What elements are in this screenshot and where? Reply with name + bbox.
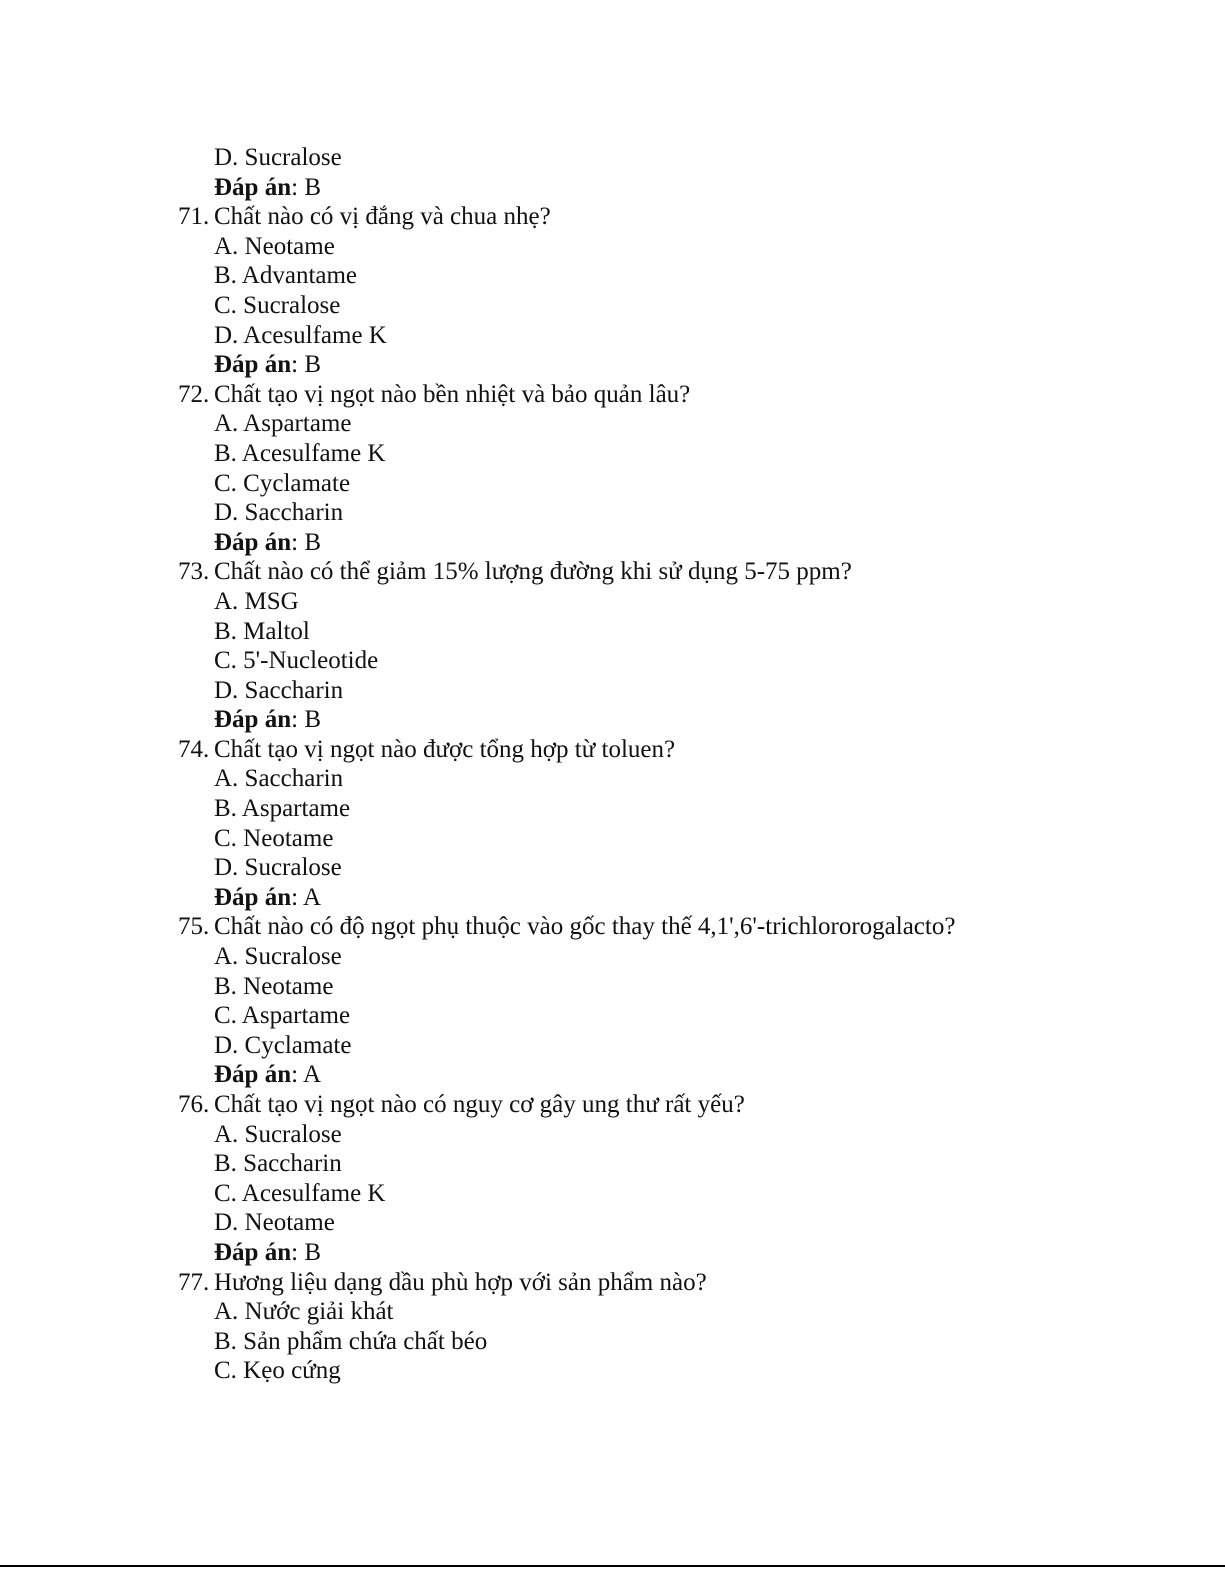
answer-label: Đáp án <box>214 1061 292 1089</box>
question-73 <box>178 557 1178 587</box>
question-number: 73. <box>178 558 210 586</box>
answer-label: Đáp án <box>214 1238 292 1266</box>
option-b: B. Aspartame <box>214 795 351 823</box>
answer-label: Đáp án <box>214 351 292 379</box>
question-text: Chất nào có thể giảm 15% lượng đường khi sử dụng 5-75 ppm? <box>214 558 852 586</box>
answer-label: Đáp án <box>214 528 292 556</box>
option-a: A. Nước giải khát <box>214 1298 394 1326</box>
question-text: Chất tạo vị ngọt nào bền nhiệt và bảo quản lâu? <box>214 380 691 408</box>
option-b: B. Sản phẩm chứa chất béo <box>214 1327 488 1355</box>
answer-label: Đáp án <box>214 883 292 911</box>
option-d: D. Acesulfame K <box>214 321 387 349</box>
option-d: D. Saccharin <box>214 676 344 704</box>
option-d: D. Saccharin <box>214 499 344 527</box>
answer-line <box>178 1060 1178 1090</box>
option-c: C. 5'-Nucleotide <box>214 647 379 675</box>
question-75 <box>178 912 1178 942</box>
question-number: 76. <box>178 1091 210 1118</box>
question-71 <box>178 202 1178 232</box>
option-d: D. Neotame <box>214 1209 335 1237</box>
answer-label: Đáp án <box>214 706 292 734</box>
option-a: A. Saccharin <box>214 765 344 793</box>
answer-value: : B <box>291 351 321 379</box>
leading-option-d: D. Sucralose <box>214 144 342 171</box>
option-b: B. Advantame <box>214 262 358 290</box>
question-text: Chất tạo vị ngọt nào được tổng hợp từ toluen? <box>214 735 676 763</box>
question-number: 74. <box>178 735 210 763</box>
option-c: C. Sucralose <box>214 291 341 319</box>
option-c: C. Cyclamate <box>214 469 351 497</box>
answer-value: : B <box>291 528 321 556</box>
option-c: C. Kẹo cứng <box>214 1357 341 1385</box>
question-number: 77. <box>178 1268 210 1296</box>
option-c: C. Neotame <box>214 824 334 852</box>
option-d: D. Cyclamate <box>214 1031 352 1059</box>
answer-line <box>178 1238 1178 1268</box>
question-text: Chất tạo vị ngọt nào có nguy cơ gây ung thư rất yếu? <box>214 1091 745 1118</box>
question-number: 72. <box>178 380 210 408</box>
question-76 <box>178 1090 1178 1120</box>
question-74 <box>178 735 1178 765</box>
option-b: B. Maltol <box>214 617 310 645</box>
question-text: Chất nào có độ ngọt phụ thuộc vào gốc thay thế 4,1',6'-trichlororogalacto? <box>214 913 956 941</box>
option-b: B. Saccharin <box>214 1150 342 1178</box>
answer-value: : B <box>291 1238 321 1266</box>
leading-answer <box>178 173 1178 203</box>
option-a: A. Aspartame <box>214 410 352 438</box>
option-b: B. Neotame <box>214 972 334 1000</box>
option-a: A. Neotame <box>214 232 335 260</box>
option-c: C. Aspartame <box>214 1002 351 1030</box>
option-d: D. Sucralose <box>214 854 342 882</box>
answer-line <box>178 705 1178 735</box>
answer-line <box>178 350 1178 380</box>
answer-value: : B <box>291 173 321 201</box>
question-number: 75. <box>178 913 210 941</box>
question-72 <box>178 380 1178 410</box>
option-a: A. Sucralose <box>214 943 342 971</box>
page-bottom-border <box>0 1565 1225 1567</box>
answer-value: : A <box>291 883 321 911</box>
answer-value: : B <box>291 706 321 734</box>
option-b: B. Acesulfame K <box>214 439 386 467</box>
option-c: C. Acesulfame K <box>214 1179 386 1207</box>
question-77 <box>178 1268 1178 1298</box>
option-a: A. MSG <box>214 587 299 615</box>
answer-line <box>178 883 1178 913</box>
answer-line <box>178 528 1178 558</box>
question-text: Chất nào có vị đắng và chua nhẹ? <box>214 203 551 231</box>
question-text: Hương liệu dạng dầu phù hợp với sản phẩm nào? <box>214 1268 707 1296</box>
answer-label: Đáp án <box>214 173 292 201</box>
quiz-content <box>178 143 1178 1386</box>
question-number: 71. <box>178 203 210 231</box>
answer-value: : A <box>291 1061 321 1089</box>
option-a: A. Sucralose <box>214 1120 342 1148</box>
